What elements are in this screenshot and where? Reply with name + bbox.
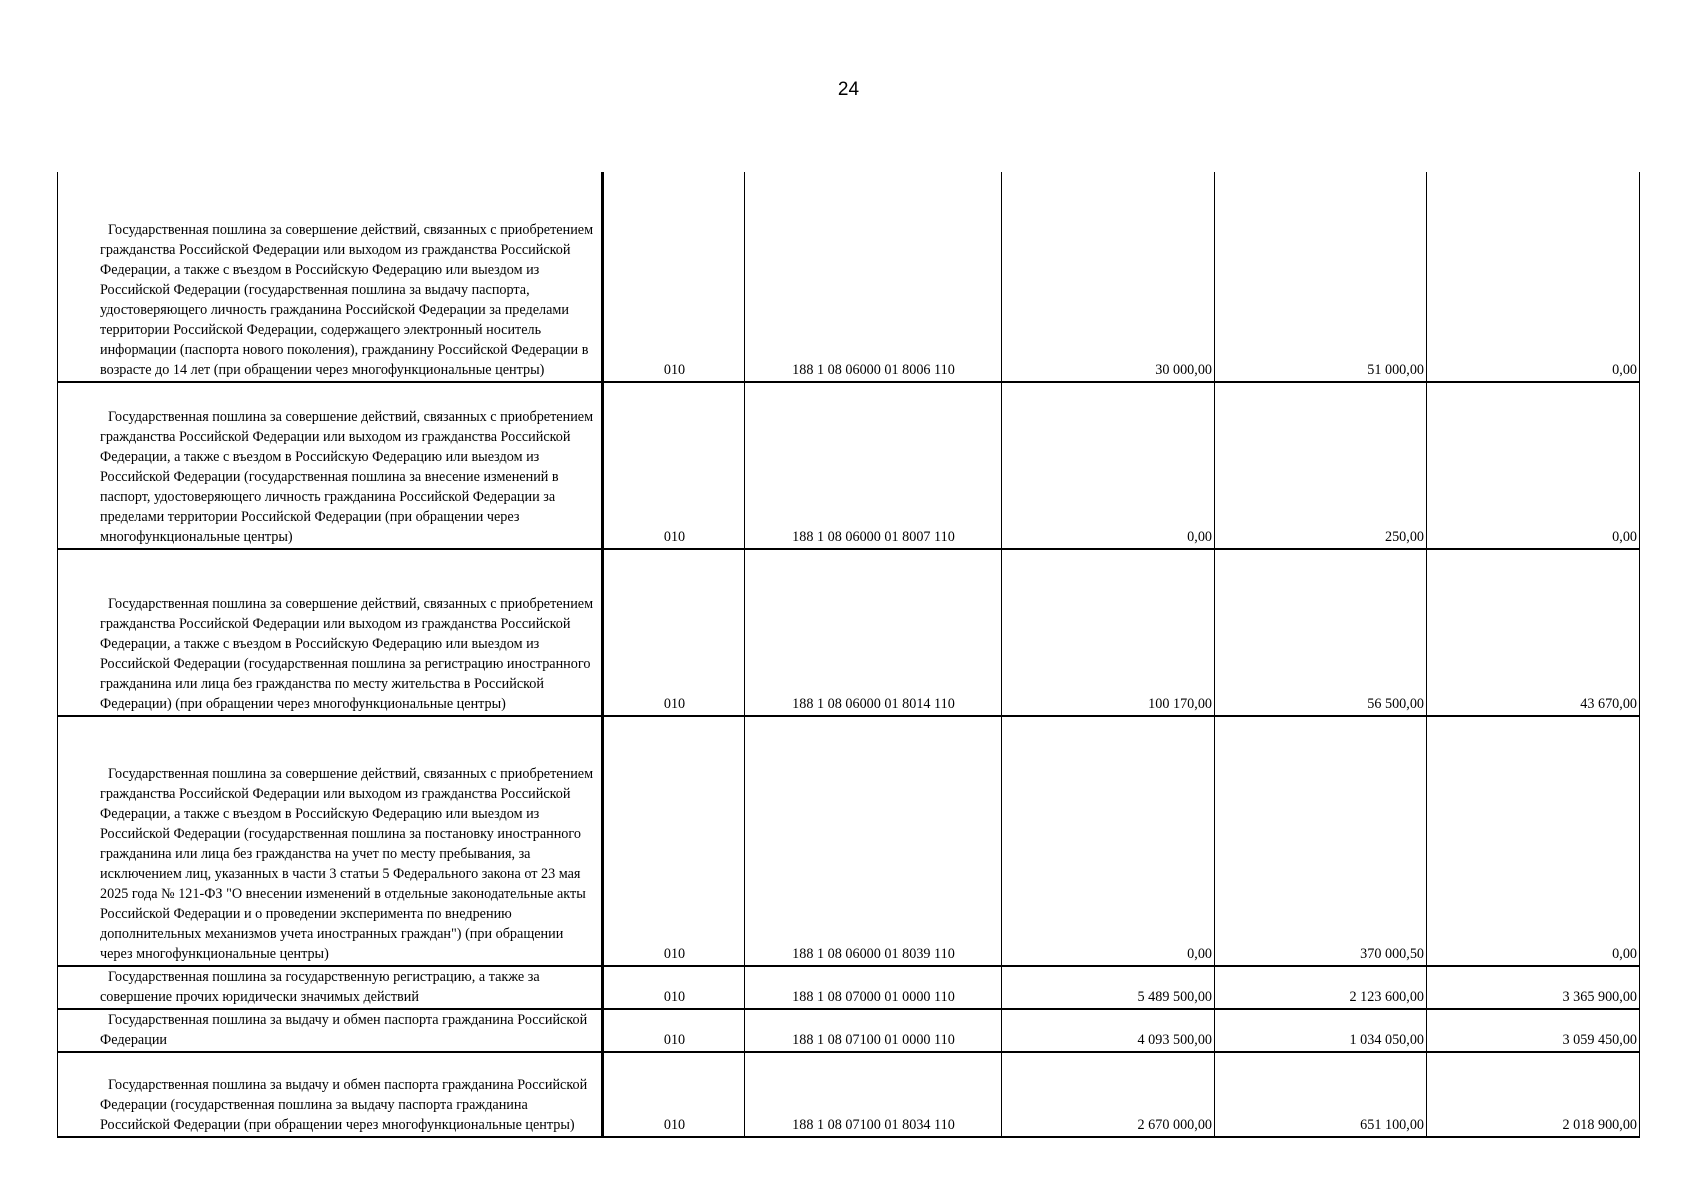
row-value-2: 370 000,50 <box>1215 716 1427 966</box>
row-budget-code: 188 1 08 06000 01 8014 110 <box>745 549 1002 716</box>
row-value-2: 651 100,00 <box>1215 1052 1427 1137</box>
row-line-code: 010 <box>603 382 745 549</box>
row-budget-code: 188 1 08 07100 01 8034 110 <box>745 1052 1002 1137</box>
row-value-2: 2 123 600,00 <box>1215 966 1427 1009</box>
row-name: Государственная пошлина за совершение действий, связанных с приобретением гражданства Российской Федерации или выходом из гражданства Российской Федерации, а также с въездом в Российскую Федерацию или выездом из Российской Федерации (государственная пошлина за внесение изменений в паспорт, удостоверяющего личность гражданина Российской Федерации за пределами территории Российской Федерации (при обращении через многофункциональные центры) <box>58 382 603 549</box>
row-value-1: 2 670 000,00 <box>1002 1052 1215 1137</box>
row-value-3: 2 018 900,00 <box>1427 1052 1640 1137</box>
row-value-3: 43 670,00 <box>1427 549 1640 716</box>
row-line-code: 010 <box>603 1009 745 1052</box>
table-row <box>58 966 1640 1009</box>
row-value-2: 56 500,00 <box>1215 549 1427 716</box>
row-name: Государственная пошлина за государственную регистрацию, а также за совершение прочих юридически значимых действий <box>58 966 603 1009</box>
row-name: Государственная пошлина за совершение действий, связанных с приобретением гражданства Российской Федерации или выходом из гражданства Российской Федерации, а также с въездом в Российскую Федерацию или выездом из Российской Федерации (государственная пошлина за постановку иностранного гражданина или лица без гражданства на учет по месту пребывания, за исключением лиц, указанных в части 3 статьи 5 Федерального закона от 23 мая 2025 года № 121-ФЗ "О внесении изменений в отдельные законодательные акты Российской Федерации и о проведении эксперимента по внедрению дополнительных механизмов учета иностранных граждан") (при обращении через многофункциональные центры) <box>58 716 603 966</box>
row-line-code: 010 <box>603 172 745 382</box>
table-row <box>58 1052 1640 1137</box>
row-value-3: 3 059 450,00 <box>1427 1009 1640 1052</box>
row-budget-code: 188 1 08 06000 01 8006 110 <box>745 172 1002 382</box>
revenue-table <box>57 172 1640 1138</box>
row-value-1: 0,00 <box>1002 382 1215 549</box>
row-line-code: 010 <box>603 966 745 1009</box>
row-budget-code: 188 1 08 07100 01 0000 110 <box>745 1009 1002 1052</box>
row-name: Государственная пошлина за выдачу и обмен паспорта гражданина Российской Федерации (государственная пошлина за выдачу паспорта гражданина Российской Федерации (при обращении через многофункциональные центры) <box>58 1052 603 1137</box>
row-line-code: 010 <box>603 549 745 716</box>
row-line-code: 010 <box>603 1052 745 1137</box>
table-row <box>58 549 1640 716</box>
table-row <box>58 716 1640 966</box>
row-value-1: 100 170,00 <box>1002 549 1215 716</box>
row-value-1: 4 093 500,00 <box>1002 1009 1215 1052</box>
row-value-1: 0,00 <box>1002 716 1215 966</box>
row-budget-code: 188 1 08 07000 01 0000 110 <box>745 966 1002 1009</box>
row-name: Государственная пошлина за выдачу и обмен паспорта гражданина Российской Федерации <box>58 1009 603 1052</box>
page-number: 24 <box>837 79 860 100</box>
row-value-3: 0,00 <box>1427 172 1640 382</box>
row-value-3: 3 365 900,00 <box>1427 966 1640 1009</box>
row-value-2: 250,00 <box>1215 382 1427 549</box>
table-row <box>58 382 1640 549</box>
row-budget-code: 188 1 08 06000 01 8039 110 <box>745 716 1002 966</box>
row-value-2: 51 000,00 <box>1215 172 1427 382</box>
row-budget-code: 188 1 08 06000 01 8007 110 <box>745 382 1002 549</box>
row-value-3: 0,00 <box>1427 382 1640 549</box>
table-row <box>58 172 1640 382</box>
row-name: Государственная пошлина за совершение действий, связанных с приобретением гражданства Российской Федерации или выходом из гражданства Российской Федерации, а также с въездом в Российскую Федерацию или выездом из Российской Федерации (государственная пошлина за регистрацию иностранного гражданина или лица без гражданства по месту жительства в Российской Федерации) (при обращении через многофункциональные центры) <box>58 549 603 716</box>
row-line-code: 010 <box>603 716 745 966</box>
row-value-1: 30 000,00 <box>1002 172 1215 382</box>
row-value-1: 5 489 500,00 <box>1002 966 1215 1009</box>
row-value-3: 0,00 <box>1427 716 1640 966</box>
row-name: Государственная пошлина за совершение действий, связанных с приобретением гражданства Российской Федерации или выходом из гражданства Российской Федерации, а также с въездом в Российскую Федерацию или выездом из Российской Федерации (государственная пошлина за выдачу паспорта, удостоверяющего личность гражданина Российской Федерации за пределами территории Российской Федерации, содержащего электронный носитель информации (паспорта нового поколения), гражданину Российской Федерации в возрасте до 14 лет (при обращении через многофункциональные центры) <box>58 172 603 382</box>
row-value-2: 1 034 050,00 <box>1215 1009 1427 1052</box>
table-row <box>58 1009 1640 1052</box>
